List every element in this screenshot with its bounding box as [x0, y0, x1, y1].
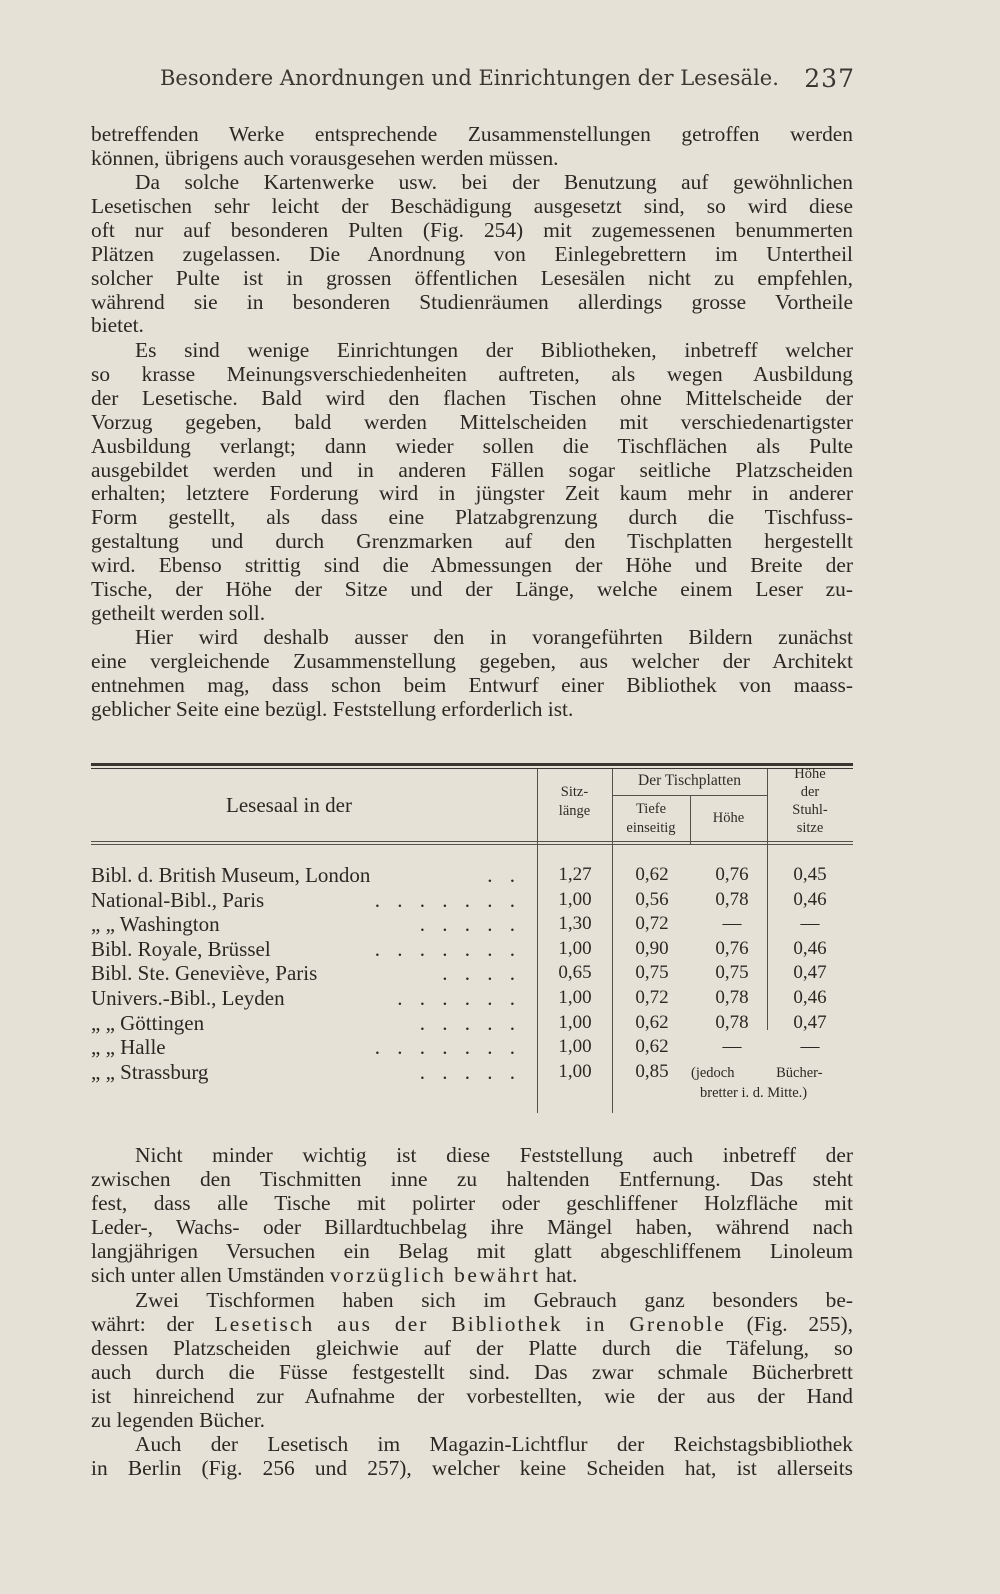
row-leader-dots: . . . . . . . [374, 887, 521, 912]
row-name: Univers.-Bibl., Leyden [91, 986, 285, 1010]
cell-depth: 0,56 [635, 888, 669, 910]
text-run: sich unter allen Umständen [91, 1263, 325, 1287]
text-line: ist hinreichend zur Aufnahme der vorbestellten, wie der aus der Hand [91, 1384, 853, 1408]
running-head-title: Besondere Anordnungen und Einrichtungen der Lesesäle. [160, 66, 779, 90]
header-seat-length [537, 783, 612, 821]
cell-height: 0,78 [715, 1011, 749, 1033]
paragraph-1 [91, 123, 853, 171]
table-note [691, 1065, 823, 1082]
text-line: langjährigen Versuchen ein Belag mit glatt abgeschliffenem Linoleum [91, 1239, 853, 1263]
text-line: Plätzen zugelassen. Die Anordnung von Einlegebrettern im Untertheil [91, 242, 853, 266]
text-line: Es sind wenige Einrichtungen der Bibliotheken, inbetreff welcher [135, 339, 853, 362]
text-line: fest, dass alle Tische mit polirter oder geschliffener Holzfläche mit [91, 1191, 853, 1215]
header-chair-height [767, 765, 853, 837]
row-leader-dots: . . . . . [419, 1010, 521, 1035]
cell-chair-height: — [800, 1036, 820, 1058]
text-line: während sie in besonderen Studienräumen allerdings grosse Vortheile [91, 290, 853, 314]
row-name: Bibl. Royale, Brüssel [91, 936, 271, 961]
row-leader-dots: . . [487, 863, 521, 887]
cell-chair-height: 0,47 [793, 1011, 827, 1033]
text-line: Form gestellt, als dass eine Platzabgrenzung durch die Tischfuss- [91, 506, 853, 530]
cell-depth: 0,72 [635, 987, 669, 1008]
header-text: Sitz- [560, 784, 589, 800]
text-line: geblicher Seite eine bezügl. Feststellung erforderlich ist. [91, 697, 574, 721]
row-leader-dots: . . . . . [419, 1059, 521, 1084]
row-name: Bibl. Ste. Geneviève, Paris [91, 961, 318, 986]
text-line: Ausbildung verlangt; dann wieder sollen die Tischflächen als Pulte [91, 434, 853, 458]
row-leader-dots: . . . . . [419, 912, 521, 937]
text-line: bietet. [91, 314, 144, 338]
text-line [91, 1313, 853, 1337]
text-line: eine vergleichende Zusammenstellung gegeben, aus welcher der Architekt [91, 649, 853, 673]
table-note: bretter i. d. Mitte.) [700, 1085, 808, 1101]
header-text: Stuhl- [792, 802, 828, 818]
text-line: zu legenden Bücher. [91, 1408, 266, 1432]
header-bottom-rule-2 [91, 844, 853, 845]
cell-height: 0,75 [715, 962, 749, 984]
cell-seat-length: 1,30 [558, 913, 592, 935]
text-line: Hier wird deshalb ausser den in vorangeführten Bildern zunächst [135, 626, 853, 649]
column-divider [767, 845, 768, 1030]
cell-height: — [722, 1036, 742, 1058]
text-line: betreffenden Werke entsprechende Zusammenstellungen getroffen werden [91, 123, 853, 146]
row-name: „ „ Halle [91, 1035, 166, 1060]
row-name: „ „ Washington [91, 912, 220, 937]
cell-depth: 0,62 [635, 1036, 669, 1058]
cell-chair-height: 0,46 [793, 937, 827, 959]
cell-chair-height: 0,47 [793, 962, 827, 984]
note-text: (jedoch [691, 1065, 735, 1081]
header-bottom-rule [91, 841, 853, 842]
text-line: ausgebildet werden und in anderen Fällen sogar seitliche Platzscheiden [91, 458, 853, 482]
text-line: dessen Platzscheiden gleichwie auf der Platte durch die Täfelung, so [91, 1336, 853, 1360]
text-run: währt: der [91, 1312, 194, 1336]
cell-seat-length: 1,00 [558, 888, 592, 910]
text-line: Da solche Kartenwerke usw. bei der Benutzung auf gewöhnlichen [135, 171, 853, 194]
page-number: 237 [804, 64, 855, 93]
text-line: Tische, der Höhe der Sitze und der Länge, welche einem Leser zu- [91, 578, 853, 602]
row-leader-dots: . . . . . . . [374, 936, 521, 961]
spaced-emphasis: Lesetisch aus der Bibliothek in Grenoble [214, 1312, 726, 1336]
text-line: Zwei Tischformen haben sich im Gebrauch ganz besonders be- [135, 1289, 853, 1312]
text-line: erhalten; letztere Forderung wird in jüngster Zeit kaum mehr in anderer [91, 482, 853, 506]
cell-chair-height: 0,45 [793, 864, 827, 885]
text-line: in Berlin (Fig. 256 und 257), welcher keine Scheiden hat, ist allerseits [91, 1456, 853, 1480]
row-leader-dots: . . . . [442, 961, 521, 986]
text-line: der Lesetische. Bald wird den flachen Tischen ohne Mittelscheide der [91, 386, 853, 410]
header-tabletop: Der Tischplatten [638, 772, 741, 789]
table-top-rule [91, 763, 853, 766]
header-text: sitze [796, 820, 824, 836]
row-name: Bibl. d. British Museum, London [91, 863, 371, 887]
text-line: so krasse Meinungsverschiedenheiten auftreten, als wegen Ausbildung [91, 362, 853, 386]
text-line: solcher Pulte ist in grossen öffentlichen Lesesälen nicht zu empfehlen, [91, 266, 853, 290]
note-text: Bücher- [776, 1065, 823, 1081]
text-line: entnehmen mag, dass schon beim Entwurf einer Bibliothek von maass- [91, 673, 853, 697]
text-line: auch durch die Füsse festgestellt sind. Das zwar schmale Bücherbrett [91, 1360, 853, 1384]
text-line: Vorzug gegeben, bald werden Mittelscheiden mit verschiedenartigster [91, 410, 853, 434]
text-line: Nicht minder wichtig ist diese Feststellung auch inbetreff der [135, 1144, 853, 1167]
header-text: Höhe [794, 766, 826, 782]
running-head [160, 64, 855, 93]
cell-chair-height: 0,46 [793, 987, 827, 1008]
text-line: wird. Ebenso strittig sind die Abmessungen der Höhe und Breite der [91, 554, 853, 578]
header-reading-room: Lesesaal in der [226, 793, 352, 817]
text-line [91, 1264, 853, 1288]
cell-chair-height: — [800, 913, 820, 935]
row-leader-dots: . . . . . . [397, 986, 521, 1010]
cell-height: 0,78 [715, 987, 749, 1008]
cell-depth: 0,62 [635, 864, 669, 885]
cell-seat-length: 1,00 [558, 1060, 592, 1082]
header-text: Tiefe [635, 801, 667, 817]
paragraph-7 [91, 1433, 853, 1481]
cell-height: 0,76 [715, 937, 749, 959]
paragraph-6 [91, 1289, 853, 1432]
cell-depth: 0,85 [635, 1060, 669, 1082]
cell-height: 0,78 [715, 888, 749, 910]
header-depth [612, 800, 690, 838]
cell-depth: 0,90 [635, 937, 669, 959]
cell-chair-height: 0,46 [793, 888, 827, 910]
paragraph-3 [91, 339, 853, 626]
header-height: Höhe [712, 810, 745, 826]
text-run: hat. [545, 1263, 578, 1287]
cell-depth: 0,72 [635, 913, 669, 935]
cell-seat-length: 1,00 [558, 937, 592, 959]
text-line: gestaltung und durch Grenzmarken auf den Tischplatten hergestellt [91, 530, 853, 554]
header-text: einseitig [626, 820, 676, 836]
spaced-emphasis: vorzüglich bewährt [329, 1263, 541, 1287]
text-line: können, übrigens auch vorausgesehen werden müssen. [91, 146, 559, 170]
paragraph-2 [91, 171, 853, 338]
text-line: getheilt werden soll. [91, 601, 266, 625]
row-leader-dots: . . . . . . . [374, 1035, 521, 1060]
paragraph-5 [91, 1144, 853, 1287]
text-line: Lesetischen sehr leicht der Beschädigung ausgesetzt sind, so wird diese [91, 194, 853, 218]
cell-height: — [722, 913, 742, 935]
comparison-table [91, 763, 853, 1113]
cell-seat-length: 1,27 [558, 864, 592, 885]
cell-seat-length: 1,00 [558, 1036, 592, 1058]
cell-seat-length: 1,00 [558, 1011, 592, 1033]
text-line: Leder-, Wachs- oder Billardtuchbelag ihre Mängel haben, während nach [91, 1215, 853, 1239]
cell-depth: 0,62 [635, 1011, 669, 1033]
column-divider [612, 845, 613, 1113]
cell-height: 0,76 [715, 864, 749, 885]
row-name: National-Bibl., Paris [91, 887, 265, 912]
text-line: zwischen den Tischmitten inne zu haltenden Entfernung. Das steht [91, 1167, 853, 1191]
cell-seat-length: 0,65 [558, 962, 592, 984]
cell-depth: 0,75 [635, 962, 669, 984]
text-line: oft nur auf besonderen Pulten (Fig. 254) mit zugemessenen benummerten [91, 218, 853, 242]
header-text: der [800, 784, 820, 800]
header-text: länge [558, 803, 591, 819]
cell-seat-length: 1,00 [558, 987, 592, 1008]
paragraph-4 [91, 626, 853, 722]
table-top-rule-thin [91, 768, 853, 769]
text-line: Auch der Lesetisch im Magazin-Lichtflur der Reichstagsbibliothek [135, 1433, 853, 1456]
row-name: „ „ Göttingen [91, 1010, 205, 1035]
row-name: „ „ Strassburg [91, 1059, 209, 1084]
text-run: (Fig. 255), [746, 1312, 853, 1336]
